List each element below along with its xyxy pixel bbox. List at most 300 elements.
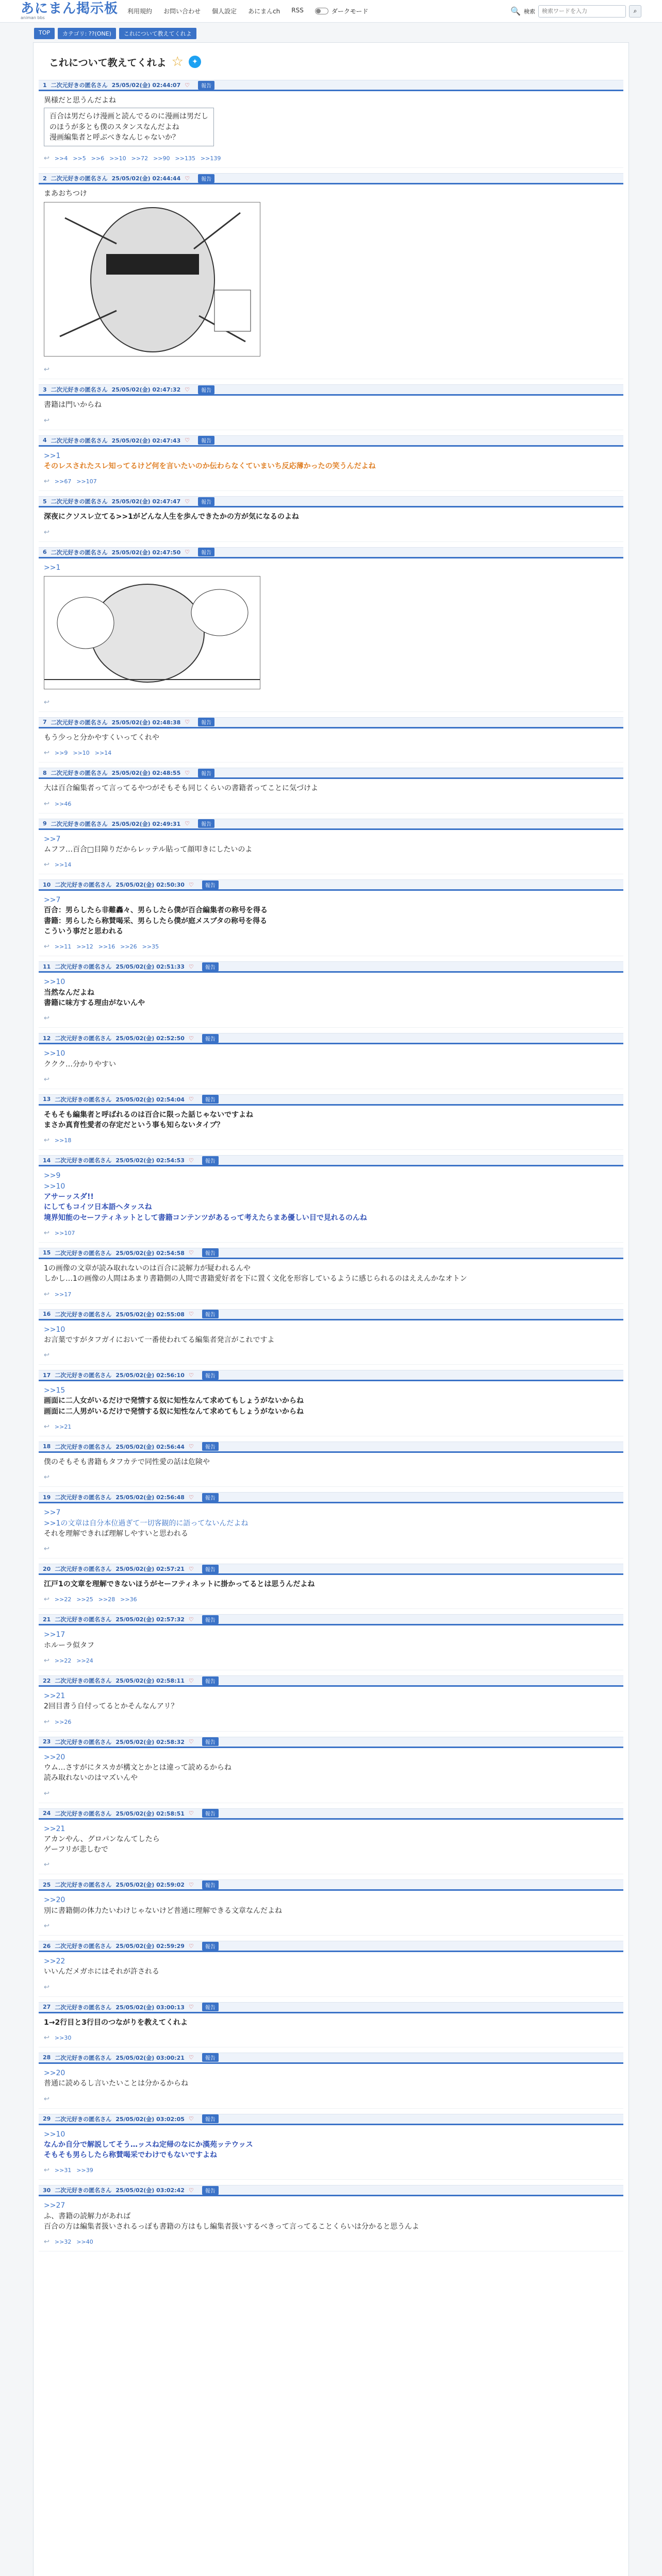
report-button[interactable]: 報告 (202, 1095, 219, 1104)
post-text-line: なんか自分で解説してそう…ッスね定帰のなにか漢苑ッテウッス (44, 2140, 253, 2149)
reply-anchor[interactable]: >>22 (44, 1957, 65, 1966)
reply-reference-link[interactable]: >>139 (200, 155, 221, 162)
reply-icon[interactable]: ↩ (44, 1596, 49, 1604)
reply-reference-link[interactable]: >>107 (76, 478, 97, 485)
post-header (39, 1941, 623, 1952)
like-heart-icon[interactable]: ♡ (188, 1443, 194, 1450)
reply-icon[interactable]: ↩ (44, 1229, 49, 1237)
reply-reference-link[interactable]: >>72 (131, 155, 148, 162)
like-heart-icon[interactable]: ♡ (185, 386, 190, 393)
post-body (39, 396, 623, 413)
manga-image-shape (191, 589, 248, 636)
post-author: 二次元好きの匿名さん (51, 386, 108, 394)
post-footer (39, 151, 623, 167)
post-header (39, 173, 623, 184)
post-date: 25/05/02(金) 02:58:11 (115, 1677, 185, 1685)
like-heart-icon[interactable]: ♡ (188, 2115, 194, 2123)
reply-anchor[interactable]: >>21 (44, 1692, 65, 1701)
post-text-line: お言葉ですがタフガイにおいて一番使われてる編集者発言がこれですよ (44, 1335, 275, 1344)
reply-reference-link[interactable]: >>18 (54, 1137, 72, 1144)
quoted-line: 百合は男だらけ漫画と読んでるのに漫画は男だし (49, 112, 208, 121)
reply-icon[interactable]: ↩ (44, 1983, 49, 1991)
post-number[interactable]: 16 (43, 1311, 51, 1317)
post-number[interactable]: 10 (43, 881, 51, 888)
like-heart-icon[interactable]: ♡ (188, 1371, 194, 1379)
report-button[interactable]: 報告 (198, 174, 214, 183)
post-number[interactable]: 5 (43, 498, 47, 505)
like-heart-icon[interactable]: ♡ (185, 437, 190, 444)
reply-icon[interactable]: ↩ (44, 861, 49, 869)
reply-reference-link[interactable]: >>90 (153, 155, 170, 162)
reply-icon[interactable]: ↩ (44, 698, 49, 706)
post-text-line: ククク…分かりやすい (44, 1060, 116, 1069)
post-author: 二次元好きの匿名さん (55, 1810, 112, 1817)
report-button[interactable]: 報告 (202, 1942, 219, 1951)
post-author: 二次元好きの匿名さん (55, 1035, 112, 1042)
post (39, 1564, 623, 1609)
post-date: 25/05/02(金) 02:58:51 (115, 1810, 185, 1817)
reply-reference-link[interactable]: >>28 (98, 1596, 115, 1603)
report-button[interactable]: 報告 (202, 880, 219, 889)
post-text-line: アサーッスダ!! (44, 1193, 94, 1201)
post-footer (39, 1226, 623, 1242)
post-number[interactable]: 8 (43, 769, 47, 776)
report-button[interactable]: 報告 (202, 1371, 219, 1380)
post (39, 80, 623, 168)
post-number[interactable]: 18 (43, 1443, 51, 1450)
report-button[interactable]: 報告 (202, 2003, 219, 2011)
reply-reference-link[interactable]: >>26 (54, 1718, 72, 1725)
post-text-line: 1の画像の文章が読み取れないのは百合に読解力が疑われるんや (44, 1264, 251, 1273)
reply-anchor[interactable]: >>7 (44, 896, 61, 905)
reply-reference-link[interactable]: >>22 (54, 1657, 72, 1665)
post-author: 二次元好きの匿名さん (51, 820, 108, 827)
twitter-share-icon[interactable]: ✦ (189, 56, 201, 68)
report-button[interactable]: 報告 (202, 1565, 219, 1573)
like-heart-icon[interactable]: ♡ (188, 881, 194, 888)
thread-page (33, 42, 629, 2576)
post-text-line: 読み取れないのはマズいんや (44, 1774, 138, 1783)
reply-anchor[interactable]: >>20 (44, 1753, 65, 1761)
reply-reference-link[interactable]: >>25 (76, 1596, 93, 1603)
post-text-line: まさか真育性愛者の存定だという事も知らないタイプ？ (44, 1121, 224, 1130)
reply-anchor[interactable]: >>20 (44, 2069, 65, 2077)
reply-reference-link[interactable]: >>30 (54, 2034, 72, 2041)
post-header (39, 2185, 623, 2196)
reply-icon[interactable]: ↩ (44, 943, 49, 951)
post-text-line: 2回目書う自付ってるとかそんなんアリ？ (44, 1702, 178, 1711)
post-footer (39, 2092, 623, 2108)
reply-reference-link[interactable]: >>36 (120, 1596, 137, 1603)
reply-reference-link[interactable]: >>4 (54, 155, 68, 162)
reply-reference-link[interactable]: >>32 (54, 2239, 72, 2246)
reply-reference-link[interactable]: >>39 (76, 2167, 93, 2174)
reply-reference-link[interactable]: >>31 (54, 2167, 72, 2174)
post-footer (39, 1073, 623, 1089)
quoted-line: のほうが多とも僕のスタンスなんだよね (49, 123, 179, 131)
post-text-line: 書籍は門いからね (44, 401, 102, 410)
post-number[interactable]: 20 (43, 1565, 51, 1572)
post-number[interactable]: 26 (43, 1942, 51, 1950)
manga-image[interactable] (44, 576, 260, 689)
reply-anchor[interactable]: >>17 (44, 1631, 65, 1639)
like-heart-icon[interactable]: ♡ (188, 1942, 194, 1950)
reply-icon[interactable]: ↩ (44, 155, 49, 163)
reply-icon[interactable]: ↩ (44, 1075, 49, 1083)
report-button[interactable]: 報告 (198, 436, 214, 445)
post-number[interactable]: 11 (43, 963, 51, 970)
post-date: 25/05/02(金) 02:57:32 (115, 1616, 185, 1623)
manga-image-shape (106, 254, 199, 275)
reply-reference-link[interactable]: >>46 (54, 800, 72, 807)
like-heart-icon[interactable]: ♡ (188, 1677, 194, 1684)
report-button[interactable]: 報告 (198, 769, 214, 777)
nav-rss[interactable]: RSS (291, 7, 304, 14)
reply-icon[interactable]: ↩ (44, 2166, 49, 2175)
report-button[interactable]: 報告 (202, 1156, 219, 1165)
reply-icon[interactable]: ↩ (44, 800, 49, 808)
like-heart-icon[interactable]: ♡ (188, 1249, 194, 1257)
post-number[interactable]: 15 (43, 1249, 51, 1257)
post-text-line: そもそも編集者と呼ばれるのは百合に限った話じゃないですよね (44, 1110, 253, 1119)
like-heart-icon[interactable]: ♡ (188, 1035, 194, 1042)
report-button[interactable]: 報告 (202, 1248, 219, 1257)
like-heart-icon[interactable]: ♡ (188, 1565, 194, 1572)
post-header (39, 1675, 623, 1687)
post-date: 25/05/02(金) 02:50:30 (115, 882, 185, 889)
post-footer (39, 2163, 623, 2179)
report-button[interactable]: 報告 (202, 1737, 219, 1746)
report-button[interactable]: 報告 (198, 819, 214, 828)
post-number[interactable]: 23 (43, 1738, 51, 1745)
reply-anchor[interactable]: >>10 (44, 1049, 65, 1058)
reply-icon[interactable]: ↩ (44, 1718, 49, 1726)
post-body (39, 1320, 623, 1349)
like-heart-icon[interactable]: ♡ (185, 81, 190, 89)
post-text-line: 境界知能のセーフティネットとして書籍コンテンツがあるって考えたらまあ優しい目で見れるのんね (44, 1213, 367, 1222)
post-body (39, 2196, 623, 2235)
reply-anchor[interactable]: >>10 (44, 978, 65, 987)
reply-reference-link[interactable]: >>10 (109, 155, 126, 162)
post-number[interactable]: 21 (43, 1616, 51, 1623)
reply-reference-link[interactable]: >>6 (91, 155, 105, 162)
post-footer (39, 1348, 623, 1364)
report-button[interactable]: 報告 (202, 1493, 219, 1502)
reply-icon[interactable]: ↩ (44, 2095, 49, 2103)
post-number[interactable]: 19 (43, 1494, 51, 1501)
post-author: 二次元好きの匿名さん (55, 2004, 112, 2011)
reply-anchor[interactable]: >>7 (44, 1509, 61, 1517)
like-heart-icon[interactable]: ♡ (188, 1494, 194, 1501)
post-body (39, 447, 623, 475)
post-footer (39, 746, 623, 762)
post-number[interactable]: 14 (43, 1157, 51, 1164)
post-author: 二次元好きの匿名さん (51, 437, 108, 444)
report-button[interactable]: 報告 (202, 1442, 219, 1451)
post-body (39, 1106, 623, 1134)
post-author: 二次元好きの匿名さん (51, 719, 108, 726)
reply-icon[interactable]: ↩ (44, 1657, 49, 1665)
reply-icon[interactable]: ↩ (44, 416, 49, 425)
post (39, 2114, 623, 2180)
post-author: 二次元好きの匿名さん (55, 1882, 112, 1889)
post-footer (39, 1715, 623, 1731)
report-button[interactable]: 報告 (202, 1676, 219, 1685)
post-body (39, 1748, 623, 1787)
reply-icon[interactable]: ↩ (44, 1789, 49, 1798)
reply-icon[interactable]: ↩ (44, 1014, 49, 1023)
like-heart-icon[interactable]: ♡ (185, 820, 190, 827)
crumb-top[interactable]: TOP (34, 28, 55, 39)
post-body (39, 1381, 623, 1420)
post-number[interactable]: 3 (43, 386, 47, 393)
manga-image[interactable] (44, 202, 260, 357)
logo-text[interactable]: あにまん掲示板 (21, 1, 119, 16)
post-footer (39, 1858, 623, 1874)
post-author: 二次元好きの匿名さん (55, 1443, 112, 1450)
report-button[interactable]: 報告 (202, 1310, 219, 1318)
reply-reference-link[interactable]: >>10 (73, 750, 90, 757)
post-footer (39, 1592, 623, 1608)
report-button[interactable]: 報告 (198, 385, 214, 394)
report-button[interactable]: 報告 (202, 1809, 219, 1818)
nav-terms[interactable]: 利用規約 (127, 8, 153, 15)
site-logo[interactable] (21, 2, 118, 21)
like-heart-icon[interactable]: ♡ (185, 175, 190, 182)
post-author: 二次元好きの匿名さん (55, 1494, 112, 1501)
post-footer (39, 2235, 623, 2251)
post-date: 25/05/02(金) 02:59:29 (115, 1943, 185, 1950)
post (39, 717, 623, 762)
post-number[interactable]: 7 (43, 719, 47, 726)
post-number[interactable]: 6 (43, 549, 47, 556)
post (39, 1309, 623, 1365)
nav-settings[interactable]: 個人設定 (212, 8, 237, 15)
manga-image-shape (57, 597, 114, 649)
post-footer (39, 1420, 623, 1436)
reply-reference-link[interactable]: >>21 (54, 1423, 72, 1430)
post (39, 768, 623, 813)
reply-anchor[interactable]: >>1 (44, 451, 61, 460)
like-heart-icon[interactable]: ♡ (188, 963, 194, 970)
post-number[interactable]: 30 (43, 2187, 51, 2194)
post-text-line: いいんだメガホにはそれが許される (44, 1968, 159, 1976)
reply-icon[interactable]: ↩ (44, 749, 49, 757)
reply-icon[interactable]: ↩ (44, 2238, 49, 2246)
report-button[interactable]: 報告 (202, 2114, 219, 2123)
post-author: 二次元好きの匿名さん (51, 498, 108, 505)
reply-reference-link[interactable]: >>22 (54, 1596, 72, 1603)
post-body (39, 1166, 623, 1226)
post-body (39, 1503, 623, 1542)
post-number[interactable]: 1 (43, 81, 47, 89)
reply-reference-link[interactable]: >>9 (54, 750, 68, 757)
reply-anchor[interactable]: >>20 (44, 1896, 65, 1905)
like-heart-icon[interactable]: ♡ (188, 1157, 194, 1164)
report-button[interactable]: 報告 (202, 1615, 219, 1624)
reply-icon[interactable]: ↩ (44, 528, 49, 536)
like-heart-icon[interactable]: ♡ (188, 2054, 194, 2061)
reply-reference-link[interactable]: >>11 (54, 943, 72, 951)
post-header (39, 80, 623, 91)
post-date: 25/05/02(金) 02:44:07 (111, 82, 181, 89)
post-body (39, 558, 623, 696)
post-number[interactable]: 17 (43, 1371, 51, 1379)
report-button[interactable]: 報告 (202, 1034, 219, 1043)
reply-reference-link[interactable]: >>67 (54, 478, 72, 485)
report-button[interactable]: 報告 (198, 81, 214, 90)
reply-reference-link[interactable]: >>17 (54, 1291, 72, 1298)
post (39, 1033, 623, 1089)
reply-anchor[interactable]: >>10 (44, 1182, 65, 1191)
report-button[interactable]: 報告 (202, 2186, 219, 2195)
reply-icon[interactable]: ↩ (44, 366, 49, 374)
post-header (39, 547, 623, 558)
post-number[interactable]: 13 (43, 1096, 51, 1103)
reply-reference-link[interactable]: >>16 (98, 943, 115, 951)
reply-reference-link[interactable]: >>40 (76, 2239, 93, 2246)
post-text-line: 百合の方は編集者扱いされるっぽも書籍の方はもし編集者扱いするべきって言ってることくらいは分かると思うんよ (44, 2223, 419, 2231)
reply-anchor[interactable]: >>1 (44, 563, 61, 572)
crumb-category[interactable]: カテゴリ: ??(ONE) (58, 28, 116, 39)
reply-reference-link[interactable]: >>12 (76, 943, 93, 951)
reply-reference-link[interactable]: >>14 (94, 750, 112, 757)
reply-reference-link[interactable]: >>14 (54, 861, 72, 869)
reply-icon[interactable]: ↩ (44, 1351, 49, 1360)
post-date: 25/05/02(金) 03:02:05 (115, 2115, 185, 2123)
search-input[interactable] (538, 5, 626, 18)
post-number[interactable]: 4 (43, 437, 47, 444)
reply-reference-link[interactable]: >>24 (76, 1657, 93, 1665)
reply-reference-link[interactable]: >>26 (120, 943, 137, 951)
post-footer (39, 1654, 623, 1670)
like-heart-icon[interactable]: ♡ (188, 1096, 194, 1103)
post-date: 25/05/02(金) 02:56:10 (115, 1372, 185, 1379)
post-number[interactable]: 9 (43, 820, 47, 827)
post-footer (39, 696, 623, 711)
reply-icon[interactable]: ↩ (44, 1861, 49, 1869)
reply-reference-link[interactable]: >>135 (175, 155, 195, 162)
post-text-line: ムフフ…百合□目障りだからレッテル貼って顔叩きにしたいのよ (44, 845, 253, 854)
post-number[interactable]: 2 (43, 175, 47, 182)
post-header (39, 768, 623, 779)
report-button[interactable]: 報告 (202, 2053, 219, 2062)
post (39, 547, 623, 712)
reply-icon[interactable]: ↩ (44, 1290, 49, 1298)
like-heart-icon[interactable]: ♡ (185, 549, 190, 556)
dark-mode-toggle[interactable] (315, 8, 328, 14)
logo-subtext: animan bbs (21, 15, 45, 20)
post-header (39, 819, 623, 830)
post-footer (39, 1287, 623, 1303)
post-date: 25/05/02(金) 02:52:50 (115, 1035, 185, 1042)
post-number[interactable]: 22 (43, 1677, 51, 1684)
reply-icon[interactable]: ↩ (44, 1422, 49, 1431)
post-body (39, 1259, 623, 1287)
reply-anchor[interactable]: >>27 (44, 2201, 65, 2210)
post-text-line: まあおちつけ (44, 190, 87, 198)
post-number[interactable]: 27 (43, 2004, 51, 2011)
like-heart-icon[interactable]: ♡ (188, 2187, 194, 2194)
report-button[interactable]: 報告 (202, 1880, 219, 1889)
post-date: 25/05/02(金) 02:54:53 (115, 1157, 185, 1164)
reply-reference-link[interactable]: >>107 (54, 1229, 75, 1236)
search-area (510, 5, 641, 18)
reply-icon[interactable]: ↩ (44, 1473, 49, 1482)
reply-icon[interactable]: ↩ (44, 1545, 49, 1553)
reply-anchor[interactable]: >>7 (44, 835, 61, 843)
post-body (39, 973, 623, 1011)
post-author: 二次元好きの匿名さん (55, 2115, 112, 2123)
crumb-thread[interactable]: これについて教えてくれよ (119, 28, 196, 39)
reply-icon[interactable]: ↩ (44, 2033, 49, 2042)
like-heart-icon[interactable]: ♡ (188, 1881, 194, 1888)
like-heart-icon[interactable]: ♡ (188, 1616, 194, 1623)
report-button[interactable]: 報告 (198, 718, 214, 726)
post-footer (39, 1470, 623, 1486)
favorite-star-icon[interactable]: ☆ (171, 54, 184, 70)
search-button[interactable]: ⌕ (629, 5, 641, 18)
reply-reference-link[interactable]: >>35 (142, 943, 159, 951)
post (39, 1492, 623, 1558)
post-date: 25/05/02(金) 02:57:21 (115, 1566, 185, 1573)
nav-animanch[interactable]: あにまんch (248, 8, 280, 15)
nav-contact[interactable]: お問い合わせ (163, 8, 201, 15)
like-heart-icon[interactable]: ♡ (185, 769, 190, 776)
like-heart-icon[interactable]: ♡ (185, 498, 190, 505)
post-footer (39, 797, 623, 813)
post-number[interactable]: 12 (43, 1035, 51, 1042)
like-heart-icon[interactable]: ♡ (185, 719, 190, 726)
post-author: 二次元好きの匿名さん (55, 1738, 112, 1745)
post-header (39, 1737, 623, 1748)
like-heart-icon[interactable]: ♡ (188, 1311, 194, 1317)
post (39, 961, 623, 1028)
post-author: 二次元好きの匿名さん (51, 770, 108, 777)
reply-anchor[interactable]: >>9 (44, 1172, 61, 1180)
reply-anchor[interactable]: >>15 (44, 1386, 65, 1395)
reply-icon[interactable]: ↩ (44, 1922, 49, 1930)
post-number[interactable]: 28 (43, 2054, 51, 2061)
like-heart-icon[interactable]: ♡ (188, 1810, 194, 1817)
reply-reference-link[interactable]: >>5 (73, 155, 86, 162)
reply-anchor[interactable]: >>1の文章は自分本位過ぎて一切客観的に語ってないんだよね (44, 1519, 249, 1528)
post-list (34, 80, 628, 2251)
like-heart-icon[interactable]: ♡ (188, 2004, 194, 2011)
post-number[interactable]: 24 (43, 1810, 51, 1817)
search-icon: 🔍 (510, 6, 521, 16)
post-footer (39, 858, 623, 874)
post-number[interactable]: 29 (43, 2115, 51, 2123)
post-header (39, 1033, 623, 1044)
reply-icon[interactable]: ↩ (44, 478, 49, 486)
reply-anchor[interactable]: >>10 (44, 1325, 65, 1334)
post (39, 1941, 623, 1997)
reply-anchor[interactable]: >>10 (44, 2130, 65, 2139)
like-heart-icon[interactable]: ♡ (188, 1738, 194, 1745)
reply-anchor[interactable]: >>21 (44, 1824, 65, 1833)
post-text-line: 1→2行目と3行目のつながりを教えてくれよ (44, 2018, 188, 2027)
post-header (39, 435, 623, 447)
post (39, 173, 623, 379)
report-button[interactable]: 報告 (198, 497, 214, 506)
post-number[interactable]: 25 (43, 1881, 51, 1888)
reply-icon[interactable]: ↩ (44, 1137, 49, 1145)
quoted-box (44, 108, 214, 146)
report-button[interactable]: 報告 (202, 962, 219, 971)
report-button[interactable]: 報告 (198, 548, 214, 556)
post-text-line: しかし…1の画像の人間はあまり書籍側の人間で書籍愛好者を下に置く文化を形容しているように感じられるのはええんかなオトン (44, 1275, 467, 1283)
